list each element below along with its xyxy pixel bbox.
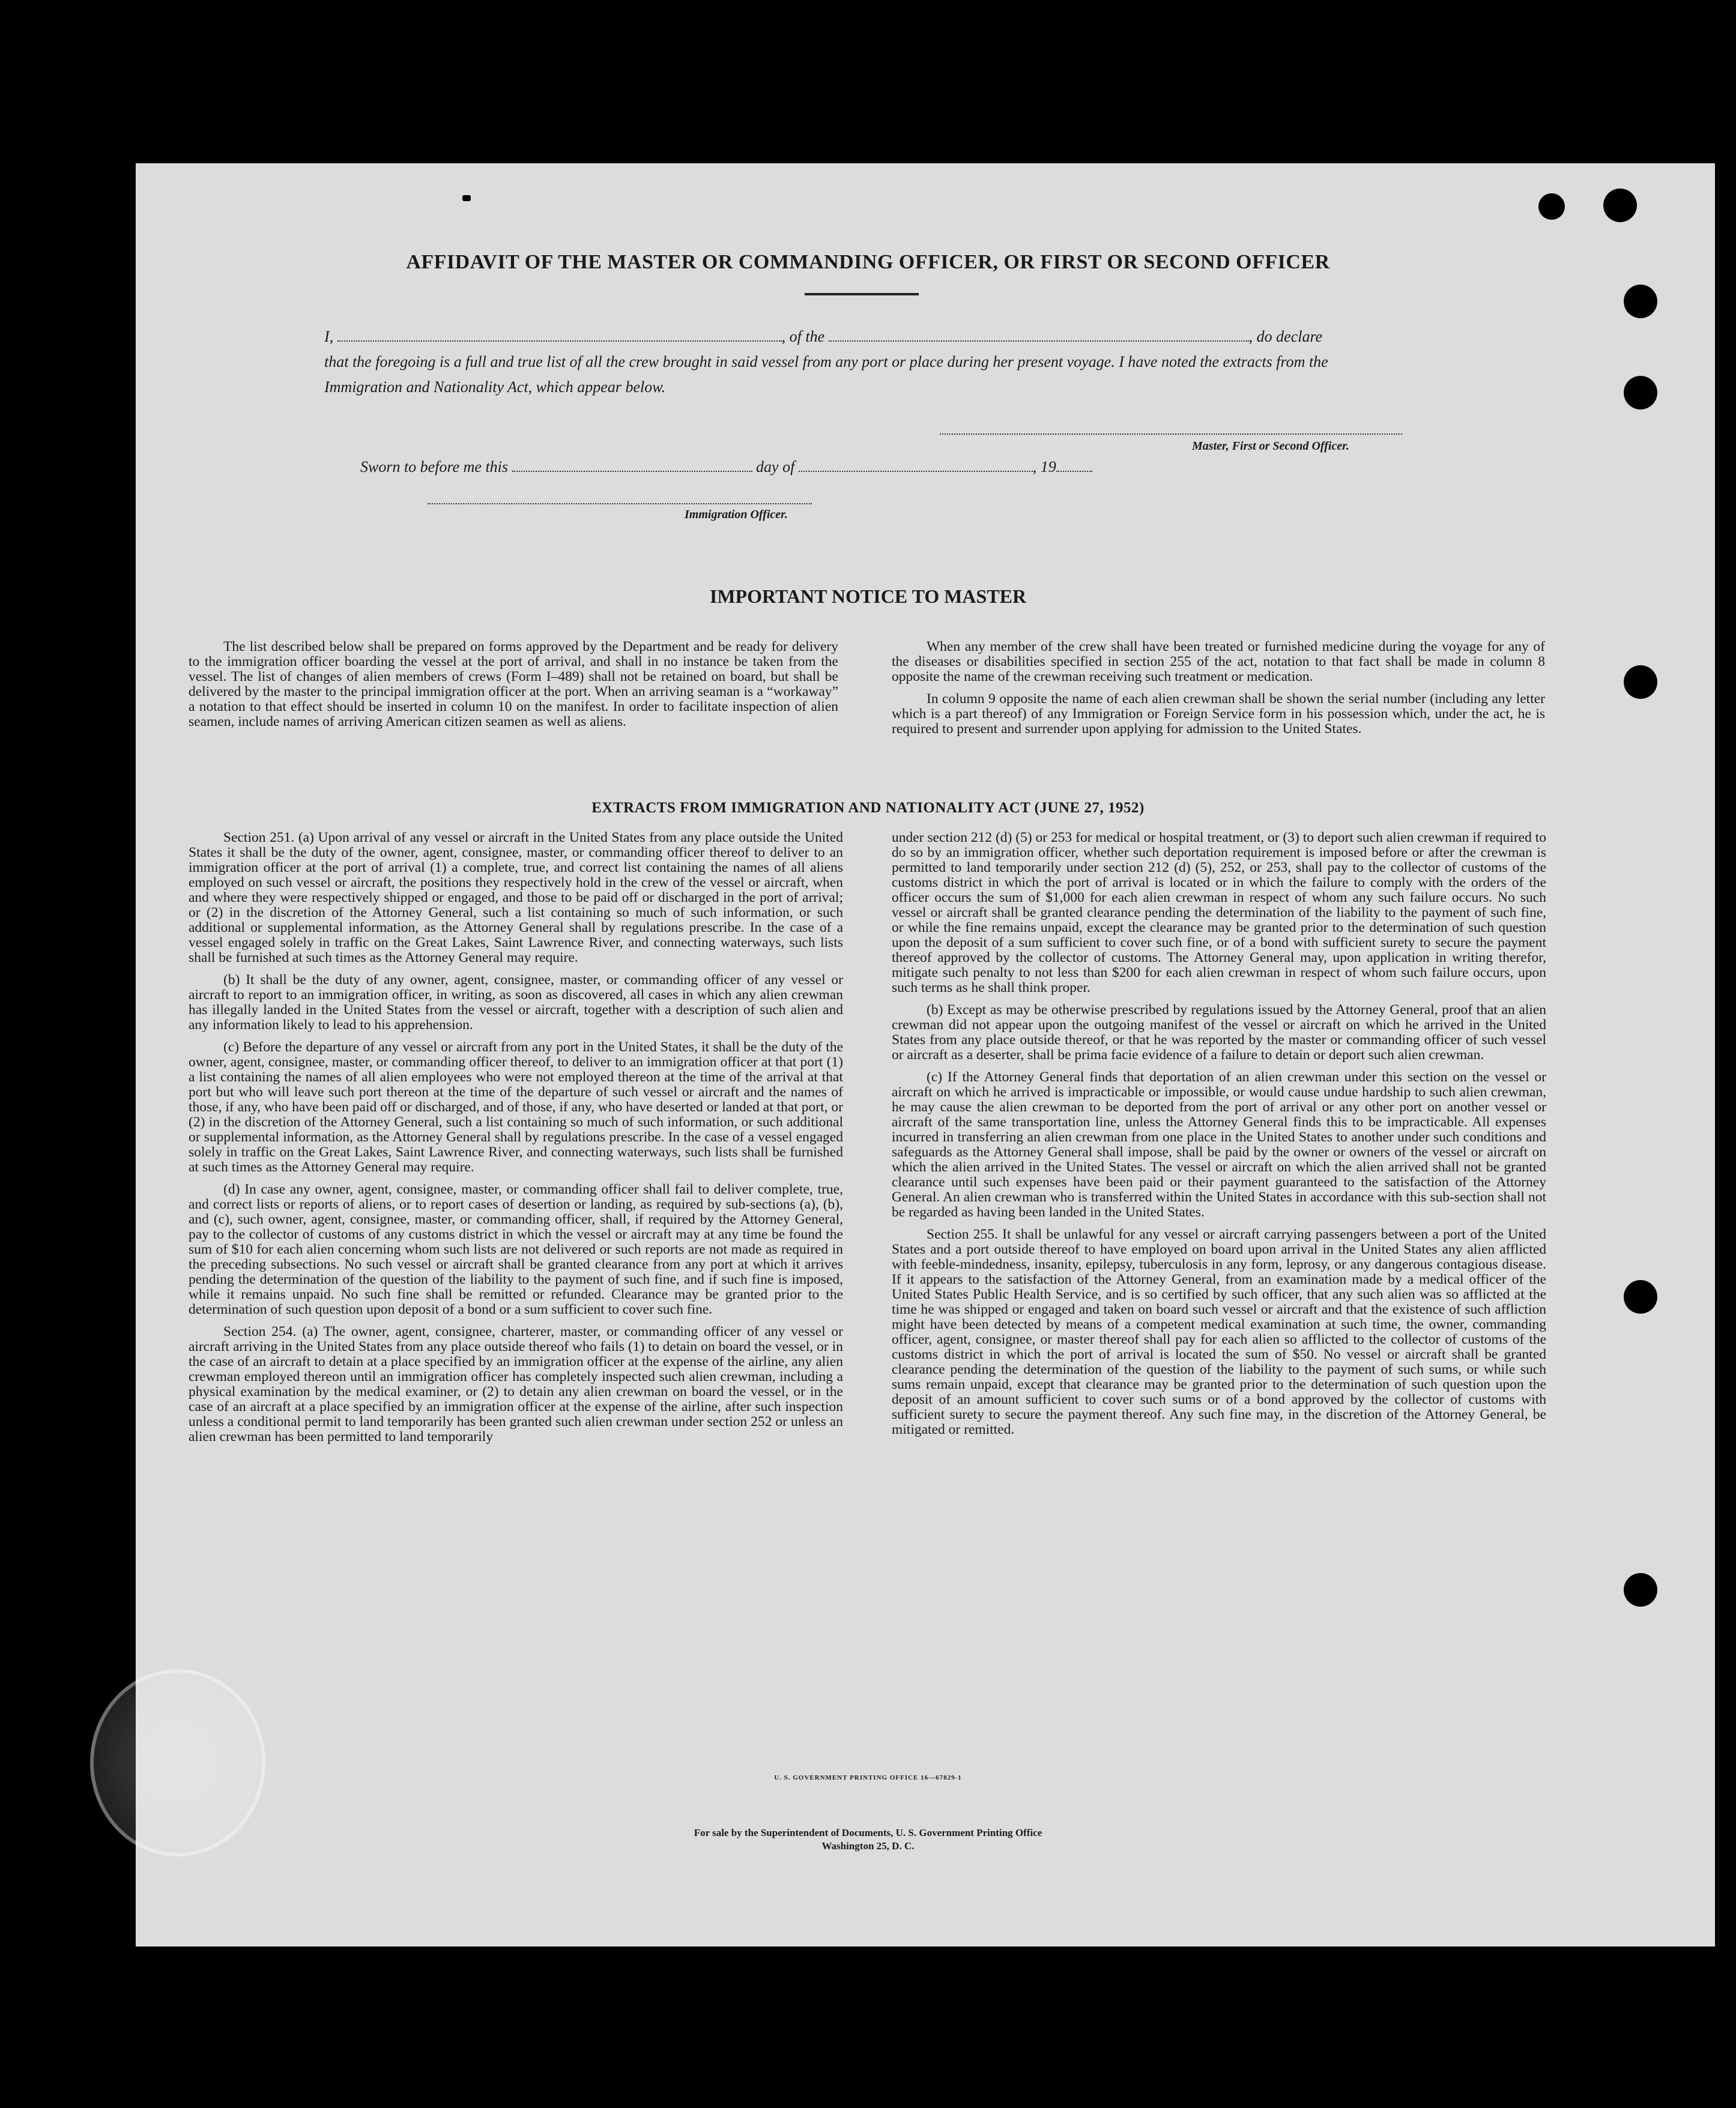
sale-line-2: Washington 25, D. C. [821,1840,915,1852]
section-251c: (c) Before the departure of any vessel or aircraft from any port in the United States, it shall be the duty of the owner, agent, consignee, master, or commanding officer thereof, to deliver to an immigration officer at that port (1) a list containing the names of all alien employees who were not employed thereon at the time of the arrival at that port but who will leave such port thereon at the time of the departure of such vessel or aircraft and the names of those, if any, who have been paid off or discharged, and of those, if any, who have deserted or landed at that port, or (2) in the discretion of the Attorney General, such a list containing so much of such information, or such additional or supplemental information, as the Attorney General shall by regulations prescribe. In the case of a vessel engaged solely in traffic on the Great Lakes, Saint Lawrence River, and connecting waterways, such lists shall be furnished at such times as the Attorney General may require. [189,1039,843,1175]
name-field[interactable] [337,327,782,342]
punch-hole [1603,189,1637,222]
officer-caption: Immigration Officer. [685,508,788,521]
punch-hole [1624,1573,1657,1607]
declaration-line [324,324,1405,349]
section-255: Section 255. It shall be unlawful for any vessel or aircraft carrying passengers between a port of the United States and a port outside thereof to have employed on board upon arrival in the United States any alien afflicted with feeble-mindedness, insanity, epilepsy, tuberculosis in any form, leprosy, or any dangerous contagious disease. If it appears to the satisfaction of the Attorney General, from an examination made by a medical officer of the United States Public Health Service, and is so certified by such officer, that any such alien was so afflicted at the time he was shipped or engaged and taken on board such vessel or aircraft and that the existence of such affliction might have been detected by means of a competent medical examination at such time, the owner, commanding officer, agent, consignee, or master thereof shall pay for each alien so afflicted to the collector of customs of the customs district in which the port of arrival is located the sum of $50. No vessel or aircraft shall be granted clearance pending the determination of the question of the liability to the payment of such sums, or while such sums remain unpaid, except that clearance may be granted prior to the determination of such question upon the deposit of an amount sufficient to cover such sums or of a bond approved by the collector of customs with sufficient surety to secure the payment thereof. Any such fine may, in the discretion of the Attorney General, be mitigated or remitted. [892,1227,1546,1437]
i-label: I, [324,328,334,345]
notice-title: IMPORTANT NOTICE TO MASTER [709,585,1027,607]
notice-right-paragraph-1: When any member of the crew shall have been treated or furnished medicine during the voyage for any of the diseases or disabilities specified in section 255 of the act, notation to that fact shall be made in column 8 opposite the name of the crewman receiving such treatment or medication. [892,639,1545,684]
extracts-title: EXTRACTS FROM IMMIGRATION AND NATIONALITY ACT (JUNE 27, 1952) [591,800,1145,816]
punch-hole [1624,376,1657,409]
notice-left-column [189,639,838,737]
vessel-field[interactable] [829,327,1249,342]
sale-note [0,1826,1736,1853]
section-254c: (c) If the Attorney General finds that deportation of an alien crewman under this section on the vessel or aircraft on which he arrived is impracticable or impossible, or would cause undue hardship to such alien crewman, he may cause the alien crewman to be deported from the port of arrival or any other port on another vessel or aircraft of the same transportation line, unless the Attorney General finds this to be impracticable. All expenses incurred in transferring an alien crewman from one place in the United States to another under such conditions and safeguards as the Attorney General shall impose, shall be paid by the owner or owners of the vessel or aircraft on which the alien arrived in the United States. The vessel or aircraft on which the alien arrived shall not be granted clearance until such expenses have been paid or their payment guaranteed to the satisfaction of the Attorney General. An alien crewman who is transferred within the United States in accordance with this sub-section shall not be regarded as having been landed in the United States. [892,1069,1546,1220]
declaration-text: that the foregoing is a full and true list of all the crew brought in said vessel from any port or place during her present voyage. I have noted the extracts from the Immigration and Nationality Act, which appear below. [324,353,1328,396]
sworn-year-field[interactable] [1056,458,1092,472]
affidavit-title: AFFIDAVIT OF THE MASTER OR COMMANDING OFFICER, OR FIRST OR SECOND OFFICER [406,251,1330,273]
sworn-day-field[interactable] [512,458,752,472]
ink-mark [462,195,471,201]
title-divider [805,293,919,295]
notice-left-paragraph: The list described below shall be prepared on forms approved by the Department and be ready for delivery to the immigration officer boarding the vessel at the port of arrival, and shall in no instance be taken from the vessel. The list of changes of alien members of crews (Form I–489) shall not be retained on board, but shall be delivered by the master to the principal immigration officer at the port. When an arriving seaman is a “workaway” a notation to that effect should be inserted in column 10 on the manifest. In order to facilitate inspection of alien seamen, include names of arriving American citizen seamen as well as aliens. [189,639,838,729]
punch-hole [1538,193,1565,220]
day-of-label: day of [756,458,795,476]
notice-right-paragraph-2: In column 9 opposite the name of each alien crewman shall be shown the serial number (including any letter which is a part thereof) of any Immigration or Foreign Service form in his possession which, under the act, he is required to present and surrender upon applying for admission to the United States. [892,691,1545,737]
year-prefix: , 19 [1032,458,1056,476]
punch-hole [1624,1280,1657,1314]
do-declare-label: , do declare [1248,328,1323,345]
section-254a-cont: under section 212 (d) (5) or 253 for medical or hospital treatment, or (3) to deport such alien crewman if required to do so by an immigration officer, whether such deportation requirement is imposed before or after the crewman is permitted to land temporarily under section 212 (d) (5), 252, or 253, shall pay to the collector of customs of the customs district in which the port of arrival is located or in which the failure to comply with the orders of the officer occurs the sum of $1,000 for each alien crewman in respect of whom any such failure occurs. No such vessel or aircraft shall be granted clearance pending the determination of the liability to the payment of such fine, or while the fine remains unpaid, except the clearance may be granted prior to the determination of such question upon the deposit of a sum sufficient to cover such fine, or of a bond with sufficient surety to secure the payment thereof approved by the collector of customs. The Attorney General may, upon application in writing therefor, mitigate such penalty to not less than $200 for each alien crewman in respect of whom such failure occurs, upon such terms as he shall think proper. [892,830,1546,995]
section-254a: Section 254. (a) The owner, agent, consignee, charterer, master, or commanding officer of any vessel or aircraft arriving in the United States from any place outside thereof who fails (1) to detain on board the vessel, or in the case of an aircraft to detain at a place specified by an immigration officer at the expense of the airline, any alien crewman employed thereon until an immigration officer has completely inspected such alien crewman, including a physical examination by the medical examiner, or (2) to detain any alien crewman on board the vessel, or in the case of an aircraft at a place specified by an immigration officer at the expense of the airline, after such inspection unless a conditional permit to land temporarily has been granted such alien crewman under section 252 or unless an alien crewman has been permitted to land temporarily [189,1324,843,1445]
master-signature-line[interactable] [940,433,1402,435]
gpo-line: U. S. GOVERNMENT PRINTING OFFICE 16—67829-1 [774,1774,962,1781]
sworn-month-field[interactable] [799,458,1033,472]
section-254b: (b) Except as may be otherwise prescribed by regulations issued by the Attorney General, proof that an alien crewman did not appear upon the outgoing manifest of the vessel or aircraft on which he arrived in the United States from any place outside thereof, or that he was reported by the master or commanding officer of such vessel or aircraft as a deserter, shall be prima facie evidence of a failure to detain or deport such alien crewman. [892,1002,1546,1063]
officer-signature-line[interactable] [428,503,812,504]
section-251a: Section 251. (a) Upon arrival of any vessel or aircraft in the United States from any place outside the United States it shall be the duty of the owner, agent, consignee, master, or commanding officer thereof to deliver to an immigration officer at the port of arrival (1) a complete, true, and correct list containing the names of all aliens employed on such vessel or aircraft, the positions they respectively hold in the crew of the vessel or aircraft, when and where they were respectively shipped or engaged, and those to be paid off or discharged in the port of arrival; or (2) in the discretion of the Attorney General, such a list containing so much of such information, or such additional or supplemental information, as the Attorney General shall by regulations prescribe. In the case of a vessel engaged solely in traffic on the Great Lakes, Saint Lawrence River, and connecting waterways, such lists shall be furnished at such times as the Attorney General may require. [189,830,843,965]
sale-line-1: For sale by the Superintendent of Documents, U. S. Government Printing Office [694,1827,1042,1838]
sworn-prefix: Sworn to before me this [360,458,509,476]
sworn-line [360,458,1092,476]
master-caption: Master, First or Second Officer. [1192,439,1349,453]
extracts-left-column [189,830,843,1452]
section-251d: (d) In case any owner, agent, consignee, master, or commanding officer shall fail to deliver complete, true, and correct lists or reports of aliens, or to report cases of desertion or landing, as required by sub-sections (a), (b), and (c), such owner, agent, consignee, master, or commanding officer, shall, if required by the Attorney General, pay to the collector of customs of any customs district in which the vessel or aircraft may at any time be found the sum of $10 for each alien concerning whom such lists are not delivered or such reports are not made as required in the preceding subsections. No such vessel or aircraft shall be granted clearance from any port at which it arrives pending the determination of the question of the liability to the payment of such fine, and if such fine is imposed, while it remains unpaid. No such fine shall be remitted or refunded. Clearance may be granted prior to the determination of such question upon deposit of a bond or a sum sufficient to cover such fine. [189,1182,843,1317]
punch-hole [1624,665,1657,699]
section-251b: (b) It shall be the duty of any owner, agent, consignee, master, or commanding officer of any vessel or aircraft to report to an immigration officer, in writing, as soon as discovered, all cases in which any alien crewman has illegally landed in the United States from the vessel or aircraft, together with a description of such alien and any information likely to lead to his apprehension. [189,972,843,1033]
notice-right-column [892,639,1545,744]
punch-hole [1624,285,1657,318]
extracts-right-column [892,830,1546,1445]
of-the-label: , of the [781,328,825,345]
affidavit-declaration [324,324,1405,400]
